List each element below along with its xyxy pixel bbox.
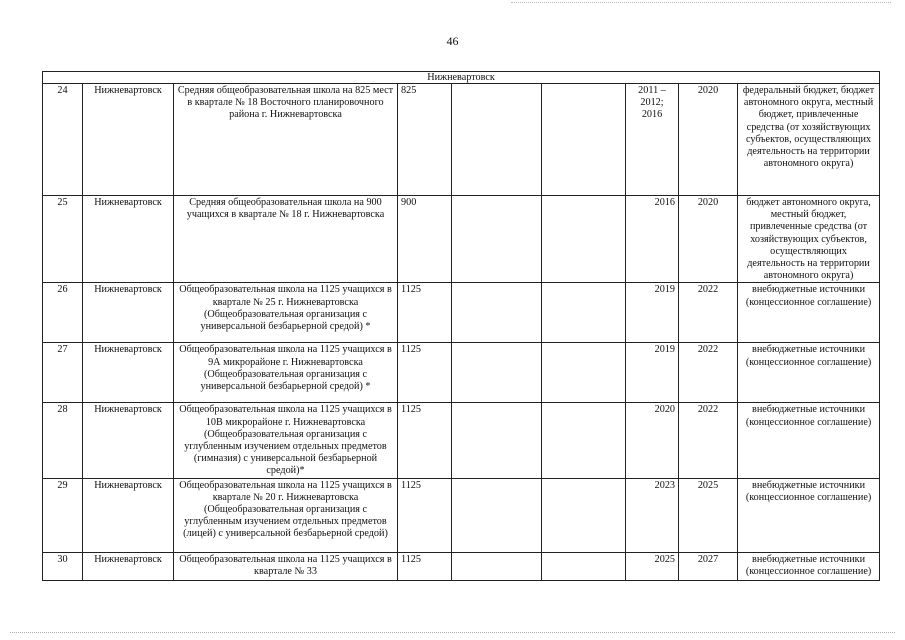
table-row xyxy=(43,283,880,343)
region-header-row xyxy=(43,72,880,84)
end-year-cell: 2025 xyxy=(679,478,738,552)
facility-name-cell: Общеобразовательная школа на 1125 учащихся в 10В микрорайоне г. Нижневартовска (Общеобразовательная организация с углубленным изучением отдельных предметов (гимназия) с универсальной безбарьерной средой)* xyxy=(174,403,398,478)
empty-cell xyxy=(542,196,626,283)
page-number: 46 xyxy=(446,34,459,48)
end-year-cell: 2020 xyxy=(679,196,738,283)
empty-cell xyxy=(452,283,542,343)
start-year-cell: 2025 xyxy=(626,552,679,580)
start-year-cell: 2011 – 2012; 2016 xyxy=(626,84,679,196)
facility-name-cell: Средняя общеобразовательная школа на 900 учащихся в квартале № 18 г. Нижневартовска xyxy=(174,196,398,283)
empty-cell xyxy=(452,552,542,580)
facility-name-cell: Общеобразовательная школа на 1125 учащихся в квартале № 20 г. Нижневартовска (Общеобразовательная организация с углубленным изучением отдельных предметов (лицей) с универсальной безбарьерной средой) xyxy=(174,478,398,552)
row-number: 24 xyxy=(43,84,83,196)
row-number: 27 xyxy=(43,343,83,403)
municipality-cell: Нижневартовск xyxy=(83,403,174,478)
end-year-cell: 2020 xyxy=(679,84,738,196)
municipality-cell: Нижневартовск xyxy=(83,283,174,343)
start-year-cell: 2023 xyxy=(626,478,679,552)
empty-cell xyxy=(452,343,542,403)
capacity-cell: 1125 xyxy=(398,343,452,403)
row-number: 28 xyxy=(43,403,83,478)
table-row xyxy=(43,84,880,196)
scan-artifact-top xyxy=(511,2,891,4)
empty-cell xyxy=(542,283,626,343)
empty-cell xyxy=(452,403,542,478)
municipality-cell: Нижневартовск xyxy=(83,84,174,196)
schools-table xyxy=(42,71,880,581)
facility-name-cell: Средняя общеобразовательная школа на 825 мест в квартале № 18 Восточного планировочного района г. Нижневартовска xyxy=(174,84,398,196)
empty-cell xyxy=(452,478,542,552)
region-header: Нижневартовск xyxy=(43,72,880,84)
table-row xyxy=(43,403,880,478)
funding-source-cell: внебюджетные источники (концессионное соглашение) xyxy=(738,478,880,552)
start-year-cell: 2019 xyxy=(626,343,679,403)
municipality-cell: Нижневартовск xyxy=(83,478,174,552)
empty-cell xyxy=(452,196,542,283)
funding-source-cell: внебюджетные источники (концессионное соглашение) xyxy=(738,552,880,580)
facility-name-cell: Общеобразовательная школа на 1125 учащихся в 9А микрорайоне г. Нижневартовска (Общеобразовательная организация с универсальной безбарьерной средой) * xyxy=(174,343,398,403)
capacity-cell: 825 xyxy=(398,84,452,196)
table-row xyxy=(43,196,880,283)
facility-name-cell: Общеобразовательная школа на 1125 учащихся в квартале № 33 xyxy=(174,552,398,580)
end-year-cell: 2022 xyxy=(679,283,738,343)
capacity-cell: 1125 xyxy=(398,283,452,343)
table-row xyxy=(43,552,880,580)
funding-source-cell: внебюджетные источники (концессионное соглашение) xyxy=(738,343,880,403)
municipality-cell: Нижневартовск xyxy=(83,343,174,403)
row-number: 30 xyxy=(43,552,83,580)
table-row xyxy=(43,478,880,552)
row-number: 25 xyxy=(43,196,83,283)
funding-source-cell: федеральный бюджет, бюджет автономного округа, местный бюджет, привлеченные средства (от хозяйствующих субъектов, осуществляющих деятельность на территории автономного округа) xyxy=(738,84,880,196)
end-year-cell: 2022 xyxy=(679,343,738,403)
empty-cell xyxy=(542,478,626,552)
capacity-cell: 1125 xyxy=(398,478,452,552)
end-year-cell: 2022 xyxy=(679,403,738,478)
start-year-cell: 2019 xyxy=(626,283,679,343)
table-row xyxy=(43,343,880,403)
empty-cell xyxy=(542,84,626,196)
capacity-cell: 1125 xyxy=(398,403,452,478)
funding-source-cell: внебюджетные источники (концессионное соглашение) xyxy=(738,283,880,343)
funding-source-cell: внебюджетные источники (концессионное соглашение) xyxy=(738,403,880,478)
scan-artifact-bottom xyxy=(10,632,895,634)
facility-name-cell: Общеобразовательная школа на 1125 учащихся в квартале № 25 г. Нижневартовска (Общеобразовательная организация с универсальной безбарьерной средой) * xyxy=(174,283,398,343)
end-year-cell: 2027 xyxy=(679,552,738,580)
row-number: 29 xyxy=(43,478,83,552)
municipality-cell: Нижневартовск xyxy=(83,552,174,580)
municipality-cell: Нижневартовск xyxy=(83,196,174,283)
empty-cell xyxy=(542,552,626,580)
start-year-cell: 2016 xyxy=(626,196,679,283)
capacity-cell: 1125 xyxy=(398,552,452,580)
row-number: 26 xyxy=(43,283,83,343)
capacity-cell: 900 xyxy=(398,196,452,283)
funding-source-cell: бюджет автономного округа, местный бюджет, привлеченные средства (от хозяйствующих субъектов, осуществляющих деятельность на территории автономного округа) xyxy=(738,196,880,283)
start-year-cell: 2020 xyxy=(626,403,679,478)
empty-cell xyxy=(452,84,542,196)
empty-cell xyxy=(542,403,626,478)
empty-cell xyxy=(542,343,626,403)
